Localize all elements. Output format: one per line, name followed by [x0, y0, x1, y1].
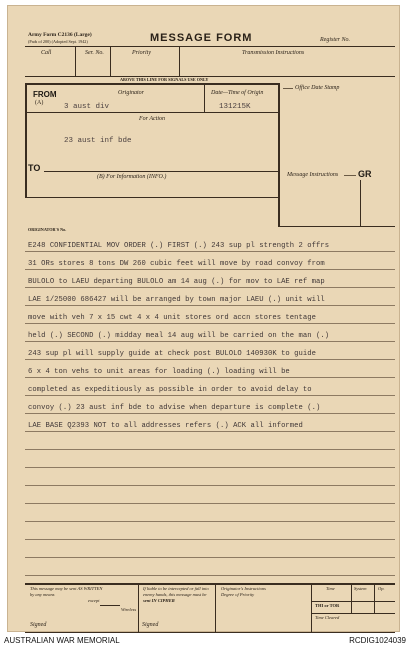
- ruled-line: [25, 287, 395, 288]
- from-label: FROM: [33, 90, 57, 99]
- originator-value: 3 aust div: [64, 103, 110, 111]
- signed-label-2: Signed: [142, 622, 159, 628]
- time-rule: [311, 601, 395, 602]
- signed-label-1: Signed: [30, 622, 47, 628]
- col1-except: except: [88, 598, 100, 603]
- divider: [215, 583, 216, 632]
- divider: [110, 46, 111, 76]
- col2-line3: sent IN CIPHER: [143, 598, 175, 603]
- form-title: MESSAGE FORM: [150, 32, 253, 44]
- above-line-note: ABOVE THIS LINE FOR SIGNALS USE ONLY: [120, 77, 209, 82]
- ruled-line: [25, 575, 395, 576]
- dtg-value: 131215K: [219, 103, 251, 111]
- ruled-line: [25, 305, 395, 306]
- instructions-tick: [344, 175, 356, 176]
- time-cleared-label: Time Cleared: [315, 615, 340, 620]
- message-line: LAE BASE Q2393 NOT to all addresses refers (.) ACK all informed: [28, 422, 303, 430]
- from-rule: [25, 112, 278, 113]
- footer-source: AUSTRALIAN WAR MEMORIAL: [4, 636, 120, 645]
- ruled-line: [25, 395, 395, 396]
- ruled-line: [25, 539, 395, 540]
- form-bottom-rule: [25, 632, 395, 633]
- message-line: held (.) SECOND (.) midday meal 14 aug will be carried on the man (.): [28, 332, 330, 340]
- message-line: LAE 1/25000 686427 will be arranged by town major LAEU (.) unit will: [28, 296, 325, 304]
- message-line: completed as expeditiously as possible in order to avoid delay to: [28, 386, 312, 394]
- cleared-rule: [311, 613, 395, 614]
- col2-line1: If liable to be intercepted or fall into: [143, 586, 209, 591]
- col3-line1: Originator's Instructions: [221, 586, 266, 591]
- dtg-label: Date—Time of Origin: [211, 90, 264, 96]
- signals-rule: [25, 76, 395, 77]
- message-line: 6 x 4 ton vehs to unit areas for loading (.) loading will be: [28, 368, 290, 376]
- header-rule: [25, 46, 395, 47]
- originator-label: Originator: [118, 90, 145, 96]
- message-instructions-label: Message Instructions: [287, 172, 339, 178]
- ruled-line: [25, 503, 395, 504]
- ruled-line: [25, 341, 395, 342]
- ruled-line: [25, 269, 395, 270]
- col1-wireless: Wireless: [121, 607, 137, 612]
- divider: [204, 83, 205, 112]
- time-label: Time: [326, 586, 335, 591]
- divider: [311, 583, 312, 632]
- op-label: Op.: [378, 586, 385, 591]
- info-rule: [25, 197, 278, 198]
- main-left-rule: [25, 83, 27, 197]
- gr-rule: [360, 180, 361, 226]
- col2-line2: enemy hands, this message must be: [143, 592, 207, 597]
- action-label: For Action: [139, 116, 166, 122]
- gr-label: GR: [358, 169, 372, 179]
- from-sub: (A): [35, 100, 44, 106]
- ruled-line: [25, 521, 395, 522]
- ruled-line: [25, 431, 395, 432]
- bottom-block-rule: [25, 583, 395, 585]
- ser-no-label: Ser. No.: [85, 50, 104, 56]
- form-sub: (Pads of 200) (Adopted Sept. 1942): [28, 39, 88, 44]
- info-label: (B) For Information (INFO.): [97, 174, 167, 180]
- ruled-line: [25, 323, 395, 324]
- message-line: E248 CONFIDENTIAL MOV ORDER (.) FIRST (.) 243 sup pl strength 2 offrs: [28, 242, 330, 250]
- col1-line1: This message may be sent AS WRITTEN: [30, 586, 103, 591]
- call-label: Call: [41, 50, 52, 56]
- ruled-line: [25, 359, 395, 360]
- message-line: BULOLO to LAEU departing BULOLO am 14 aug (.) for mov to LAE ref map: [28, 278, 325, 286]
- divider: [179, 46, 180, 76]
- main-top-rule: [25, 83, 278, 85]
- ruled-line: [25, 413, 395, 414]
- message-line: move with veh 7 x 15 cwt 4 x 4 unit stores ord accn stores tentage: [28, 314, 316, 322]
- message-form: [7, 5, 400, 632]
- to-rule: [44, 171, 278, 172]
- right-bottom-rule: [278, 226, 395, 227]
- ruled-line: [25, 485, 395, 486]
- transmission-label: Transmission Instructions: [242, 50, 305, 56]
- divider: [351, 583, 352, 613]
- ruled-line: [25, 557, 395, 558]
- stamp-tick: [283, 88, 293, 89]
- ruled-line: [25, 251, 395, 252]
- divider: [75, 46, 76, 76]
- ruled-line: [25, 467, 395, 468]
- ruled-line: [25, 449, 395, 450]
- main-right-rule: [278, 83, 280, 226]
- priority-label: Priority: [132, 50, 151, 56]
- col1-line2: by any means: [30, 592, 55, 597]
- system-label: System: [354, 586, 367, 591]
- message-line: convoy (.) 23 aust inf bde to advise when departure is complete (.): [28, 404, 321, 412]
- to-label: TO: [28, 163, 41, 173]
- form-code: Army Form C2136 (Large): [28, 32, 92, 38]
- register-label: Register No.: [320, 37, 350, 43]
- divider: [374, 583, 375, 613]
- office-stamp-label: Office Date Stamp: [295, 85, 340, 91]
- divider: [138, 583, 139, 632]
- footer-id: RCDIG1024039: [349, 636, 406, 645]
- originator-number-label: ORIGINATOR'S No.: [28, 227, 67, 232]
- action-value: 23 aust inf bde: [64, 137, 132, 145]
- col3-line2: Degree of Priority: [221, 592, 255, 597]
- ruled-line: [25, 377, 395, 378]
- message-line: 31 ORs stores 8 tons DW 260 cubic feet will move by road convoy from: [28, 260, 325, 268]
- thi-label: THI or TOR: [315, 603, 340, 608]
- except-bracket: [100, 605, 120, 606]
- message-line: 243 sup pl will supply guide at check post BULOLO 140930K to guide: [28, 350, 316, 358]
